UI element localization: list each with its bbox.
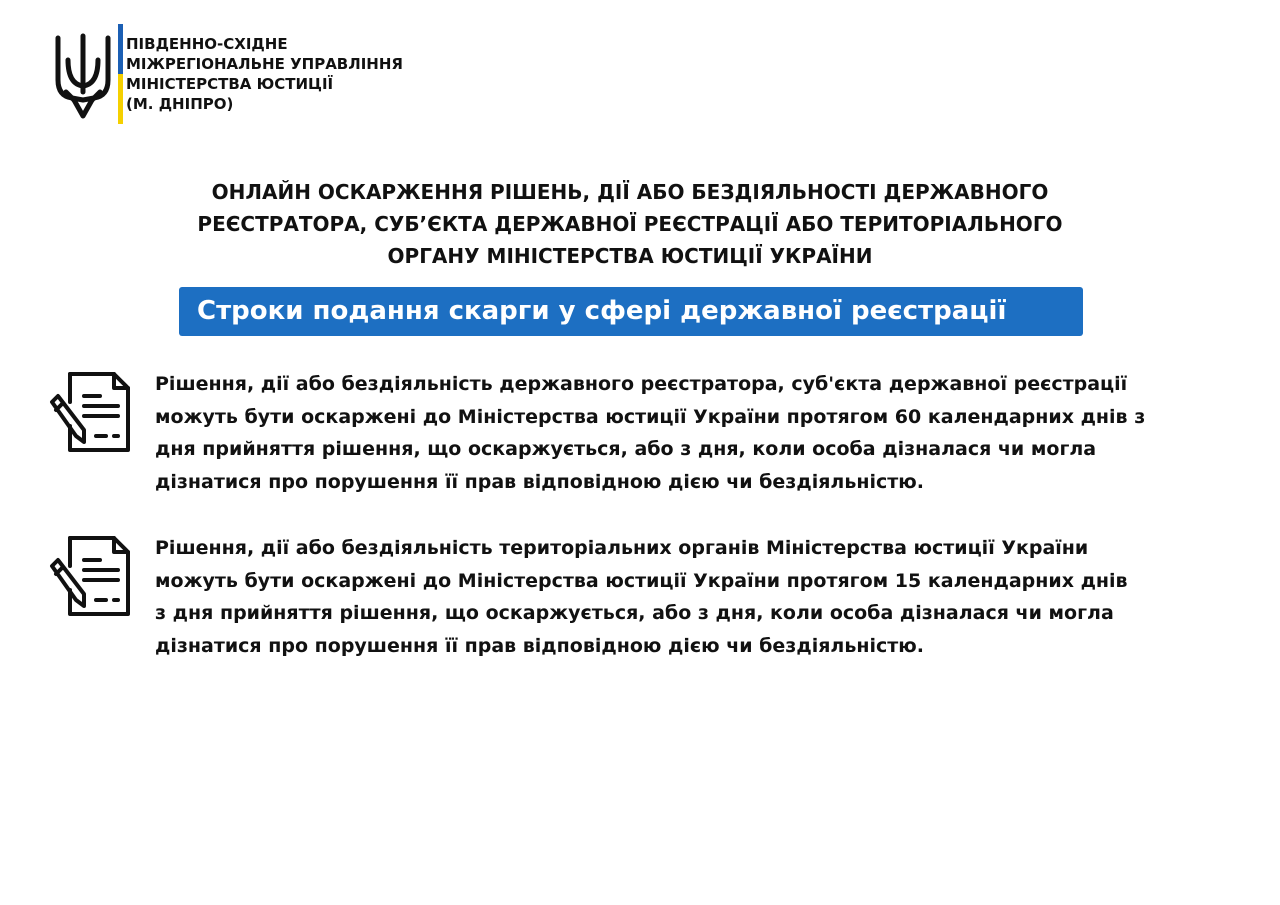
page-title-line: ОРГАНУ МІНІСТЕРСТВА ЮСТИЦІЇ УКРАЇНИ [387, 244, 873, 268]
item-text-line: можуть бути оскаржені до Міністерства юстиції України протягом 60 календарних днів з [155, 405, 1146, 428]
ministry-logo [52, 24, 452, 124]
flag-yellow [118, 74, 123, 124]
section-banner-text: Строки подання скарги у сфері державної реєстрації [197, 296, 1007, 326]
item-text-line: дізнатися про порушення її прав відповідною дією чи бездіяльністю. [155, 634, 924, 657]
item-text-line: можуть бути оскаржені до Міністерства юстиції України протягом 15 календарних днів [155, 569, 1128, 592]
page-title-line: РЕЄСТРАТОРА, СУБ’ЄКТА ДЕРЖАВНОЇ РЕЄСТРАЦІЇ АБО ТЕРИТОРІАЛЬНОГО [197, 212, 1063, 236]
item-text-line: Рішення, дії або бездіяльність територіальних органів Міністерства юстиції України [155, 537, 1089, 559]
organization-name-line: МІНІСТЕРСТВА ЮСТИЦІЇ [126, 75, 334, 93]
organization-name-line: (М. ДНІПРО) [126, 95, 234, 113]
organization-name-line: МІЖРЕГІОНАЛЬНЕ УПРАВЛІННЯ [126, 55, 403, 73]
item-text [155, 368, 1235, 498]
item-text-line: дня прийняття рішення, що оскаржується, або з дня, коли особа дізналася чи могла [155, 438, 1097, 460]
section-banner [179, 287, 1083, 336]
trident-icon [52, 30, 114, 122]
organization-name [126, 34, 403, 114]
flag-bar [118, 24, 123, 124]
item-text [155, 532, 1235, 662]
page-title [130, 176, 1130, 272]
page-title-line: ОНЛАЙН ОСКАРЖЕННЯ РІШЕНЬ, ДІЇ АБО БЕЗДІЯЛЬНОСТІ ДЕРЖАВНОГО [211, 180, 1049, 204]
item-text-line: дізнатися про порушення її прав відповідною дією чи бездіяльністю. [155, 470, 924, 493]
document-pen-icon [46, 370, 132, 454]
flag-blue [118, 24, 123, 74]
organization-name-line: ПІВДЕННО-СХІДНЕ [126, 35, 288, 53]
document-pen-icon [46, 534, 132, 618]
item-text-line: Рішення, дії або бездіяльність державного реєстратора, суб'єкта державної реєстрації [155, 373, 1128, 395]
item-text-line: з дня прийняття рішення, що оскаржується, або з дня, коли особа дізналася чи могла [155, 602, 1114, 624]
